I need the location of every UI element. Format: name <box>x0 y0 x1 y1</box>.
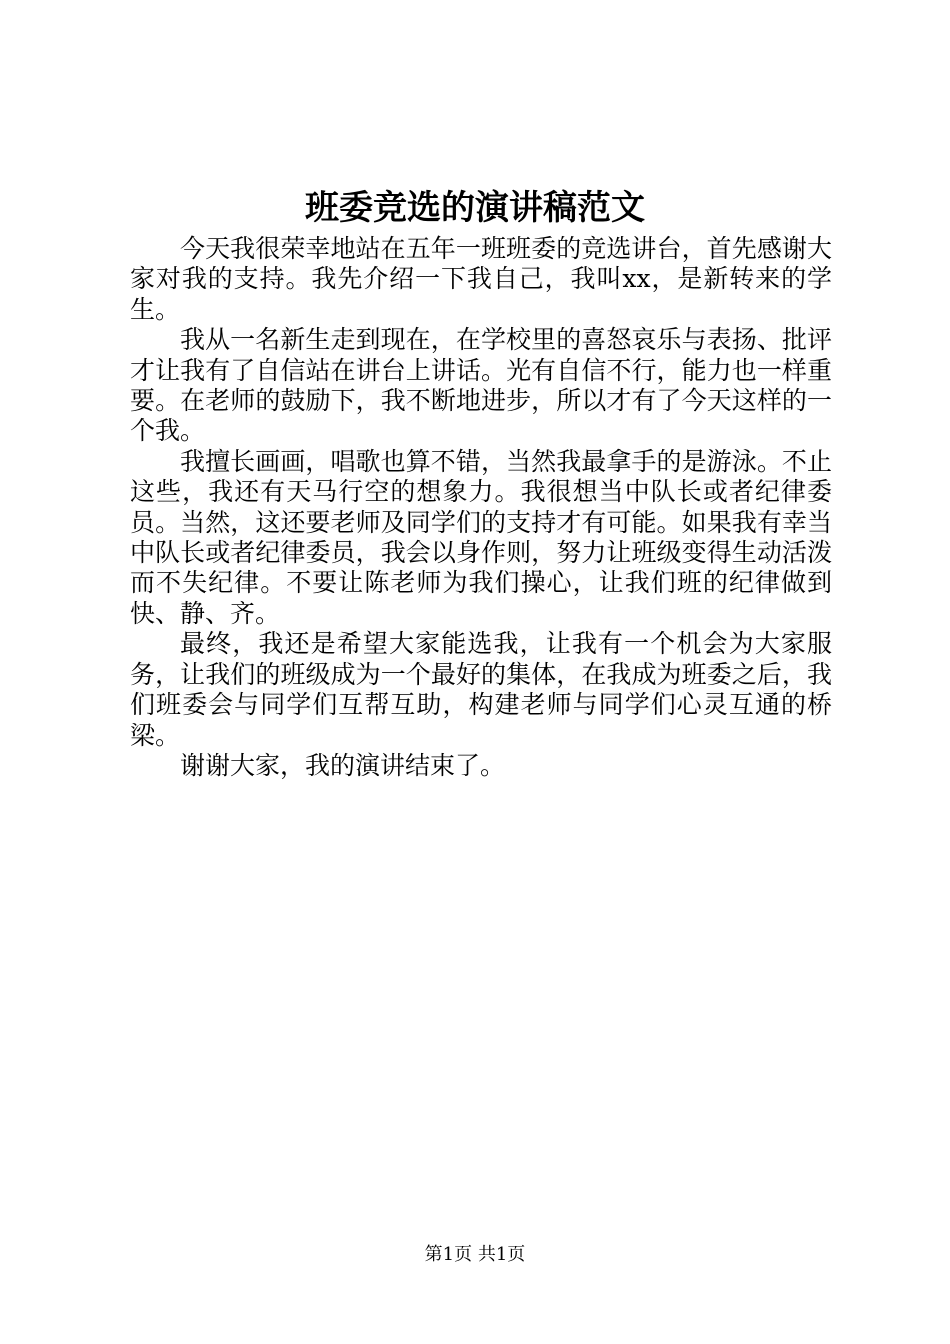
page-number-footer: 第1页 共1页 <box>424 1244 526 1265</box>
paragraph-4: 最终，我还是希望大家能选我，让我有一个机会为大家服务，让我们的班级成为一个最好的集体，在我成为班委之后，我们班委会与同学们互帮互助，构建老师与同学们心灵互通的桥梁。 <box>130 629 832 750</box>
document-body <box>130 234 832 781</box>
paragraph-1: 今天我很荣幸地站在五年一班班委的竞选讲台，首先感谢大家对我的支持。我先介绍一下我自己，我叫xx，是新转来的学生。 <box>130 234 832 324</box>
paragraph-3: 我擅长画画，唱歌也算不错，当然我最拿手的是游泳。不止这些，我还有天马行空的想象力。我很想当中队长或者纪律委员。当然，这还要老师及同学们的支持才有可能。如果我有幸当中队长或者纪律委员，我会以身作则，努力让班级变得生动活泼而不失纪律。不要让陈老师为我们操心，让我们班的纪律做到快、静、齐。 <box>130 446 832 628</box>
paragraph-2: 我从一名新生走到现在，在学校里的喜怒哀乐与表扬、批评才让我有了自信站在讲台上讲话。光有自信不行，能力也一样重要。在老师的鼓励下，我不断地进步，所以才有了今天这样的一个我。 <box>130 325 832 446</box>
paragraph-5: 谢谢大家，我的演讲结束了。 <box>180 750 506 780</box>
document-title: 班委竞选的演讲稿范文 <box>305 188 645 228</box>
